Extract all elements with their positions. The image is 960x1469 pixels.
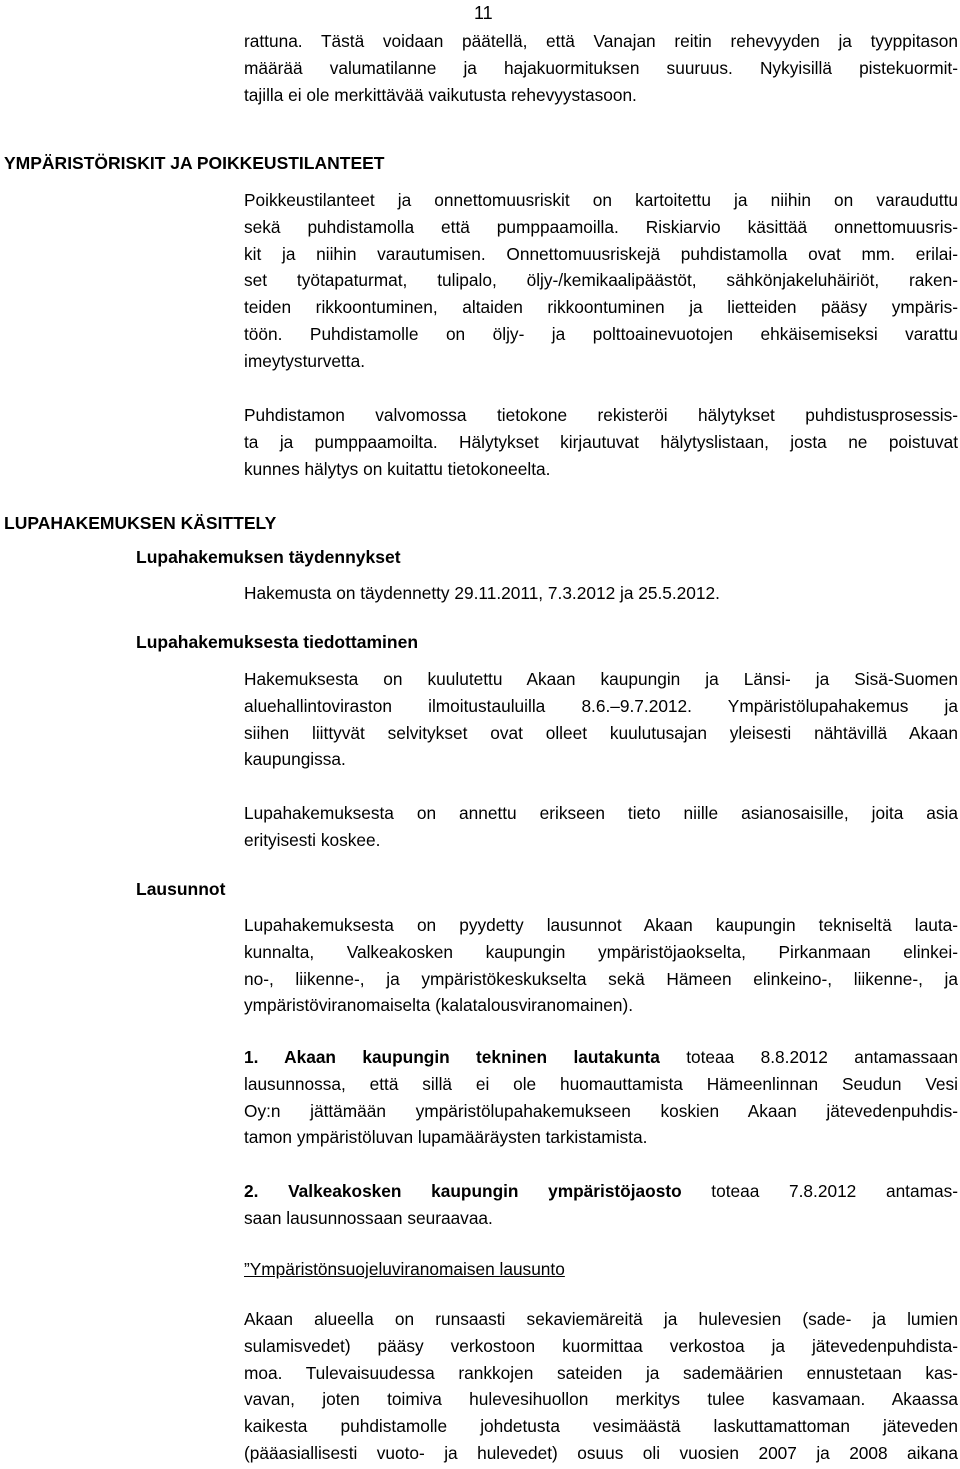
text-line: imeytysturvetta. [244, 350, 366, 371]
text-line: Akaan alueella on runsaasti sekaviemäreitä ja hulevesien (sade- ja lumien [244, 1309, 958, 1329]
text-line: ta ja pumppaamoilta. Hälytykset kirjautuvat hälytyslistaan, josta ne poistuvat [244, 431, 958, 452]
risks-paragraph-1 [244, 187, 958, 375]
text-line: määrää valumatilanne ja hajakuormituksen suuruus. Nykyisillä pistekuormit- [244, 57, 958, 78]
subheading-supplements: Lupahakemuksen täydennykset [136, 547, 401, 567]
supplements-paragraph [244, 580, 958, 607]
text-line: lausunnossa, että sillä ei ole huomauttamista Hämeenlinnan Seudun Vesi [244, 1073, 958, 1094]
statement-item-1 [244, 1044, 958, 1151]
text-line: Oy:n jättämään ympäristölupahakemukseen koskien Akaan jätevedenpuhdis- [244, 1100, 958, 1121]
statement-item-2 [244, 1178, 958, 1232]
text-line: erityisesti koskee. [244, 829, 381, 850]
text-line: Hakemusta on täydennetty 29.11.2011, 7.3.2012 ja 25.5.2012. [244, 583, 720, 603]
text-line [244, 1044, 958, 1071]
text-line: no-, liikenne-, ja ympäristökeskukselta sekä Hämeen elinkeino-, liikenne-, ja [244, 968, 958, 989]
text-line: kit ja niihin varautumisen. Onnettomuusriskejä puhdistamolla ovat mm. erilai- [244, 243, 958, 264]
text-line [244, 1178, 958, 1205]
text-line: (pääasiallisesti vuoto- ja hulevedet) osuus oli vuosien 2007 ja 2008 aikana [244, 1442, 958, 1463]
statement-item-2-text: toteaa 7.8.2012 antamas- [681, 1181, 958, 1201]
text-line: kaupungissa. [244, 749, 346, 770]
text-line: tajilla ei ole merkittävää vaikutusta rehevyystasoon. [244, 84, 637, 105]
section-heading-permit: LUPAHAKEMUKSEN KÄSITTELY [4, 513, 277, 533]
notice-paragraph-2 [244, 800, 958, 854]
text-line: saan lausunnossaan seuraavaa. [244, 1207, 493, 1228]
text-line: kunnes hälytys on kuitattu tietokoneelta. [244, 458, 551, 479]
text-line: Lupahakemuksesta on pyydetty lausunnot Akaan kaupungin tekniseltä lauta- [244, 915, 958, 935]
text-line: Hakemuksesta on kuulutettu Akaan kaupungin ja Länsi- ja Sisä-Suomen [244, 669, 958, 689]
text-line: teiden rikkoontuminen, altaiden rikkoontuminen ja lietteiden pääsy ympäris- [244, 297, 958, 318]
risks-paragraph-2 [244, 402, 958, 482]
section-heading-risks: YMPÄRISTÖRISKIT JA POIKKEUSTILANTEET [4, 153, 385, 173]
statement-item-2-author: 2. Valkeakosken kaupungin ympäristöjaosto [244, 1181, 682, 1201]
text-line: aluehallintoviraston ilmoitustauluilla 8.6.–9.7.2012. Ympäristölupahakemus ja [244, 695, 958, 716]
text-line: tamon ympäristöluvan lupamääräysten tarkistamista. [244, 1127, 648, 1148]
text-line: sulamisvedet) pääsy verkostoon kuormittaa verkostoa ja jätevedenpuhdista- [244, 1335, 958, 1356]
page-number: 11 [474, 3, 493, 23]
text-line: Lupahakemuksesta on annettu erikseen tieto niille asianosaisille, joita asia [244, 803, 958, 823]
text-line: sekä puhdistamolla että pumppaamoilla. Riskiarvio käsittää onnettomuusris- [244, 216, 958, 237]
text-line: siihen liittyvät selvitykset ovat olleet kuulutusajan yleisesti nähtävillä Akaan [244, 722, 958, 743]
text-line: töön. Puhdistamolle on öljy- ja polttoainevuotojen ehkäisemiseksi varattu [244, 323, 958, 344]
text-line: ympäristöviranomaiselta (kalatalousviranomainen). [244, 995, 633, 1016]
text-line: set työtapaturmat, tulipalo, öljy-/kemikaalipäästöt, sähkönjakeluhäiriöt, raken- [244, 270, 958, 291]
text-line: kunnalta, Valkeakosken kaupungin ympäristöjaokselta, Pirkanmaan elinkei- [244, 941, 958, 962]
text-line: Puhdistamon valvomossa tietokone rekisteröi hälytykset puhdistusprosessis- [244, 405, 958, 425]
subheading-notice: Lupahakemuksesta tiedottaminen [136, 632, 419, 652]
notice-paragraph-1 [244, 666, 958, 773]
subheading-statements: Lausunnot [136, 879, 226, 899]
quote-title: ”Ympäristönsuojeluviranomaisen lausunto [244, 1259, 565, 1279]
quote-paragraph [244, 1306, 958, 1467]
intro-paragraph [244, 2, 958, 108]
statement-item-1-author: 1. Akaan kaupungin tekninen lautakunta [244, 1047, 660, 1067]
text-line: rattuna. Tästä voidaan päätellä, että Vanajan reitin rehevyyden ja tyyppitason [244, 31, 958, 51]
statement-item-1-text: toteaa 8.8.2012 antamassaan [659, 1047, 958, 1067]
text-line: kaikesta puhdistamolle johdetusta vesimäästä laskuttamattoman jäteveden [244, 1416, 958, 1437]
quote-title-paragraph [244, 1256, 958, 1283]
statements-paragraph-1 [244, 912, 958, 1019]
text-line: moa. Tulevaisuudessa rankkojen sateiden ja sademäärien ennustetaan kas- [244, 1362, 958, 1383]
text-line: Poikkeustilanteet ja onnettomuusriskit on kartoitettu ja niihin on varauduttu [244, 190, 958, 210]
text-line: vavan, joten toimiva hulevesihuollon merkitys tulee kasvamaan. Akaassa [244, 1389, 958, 1410]
